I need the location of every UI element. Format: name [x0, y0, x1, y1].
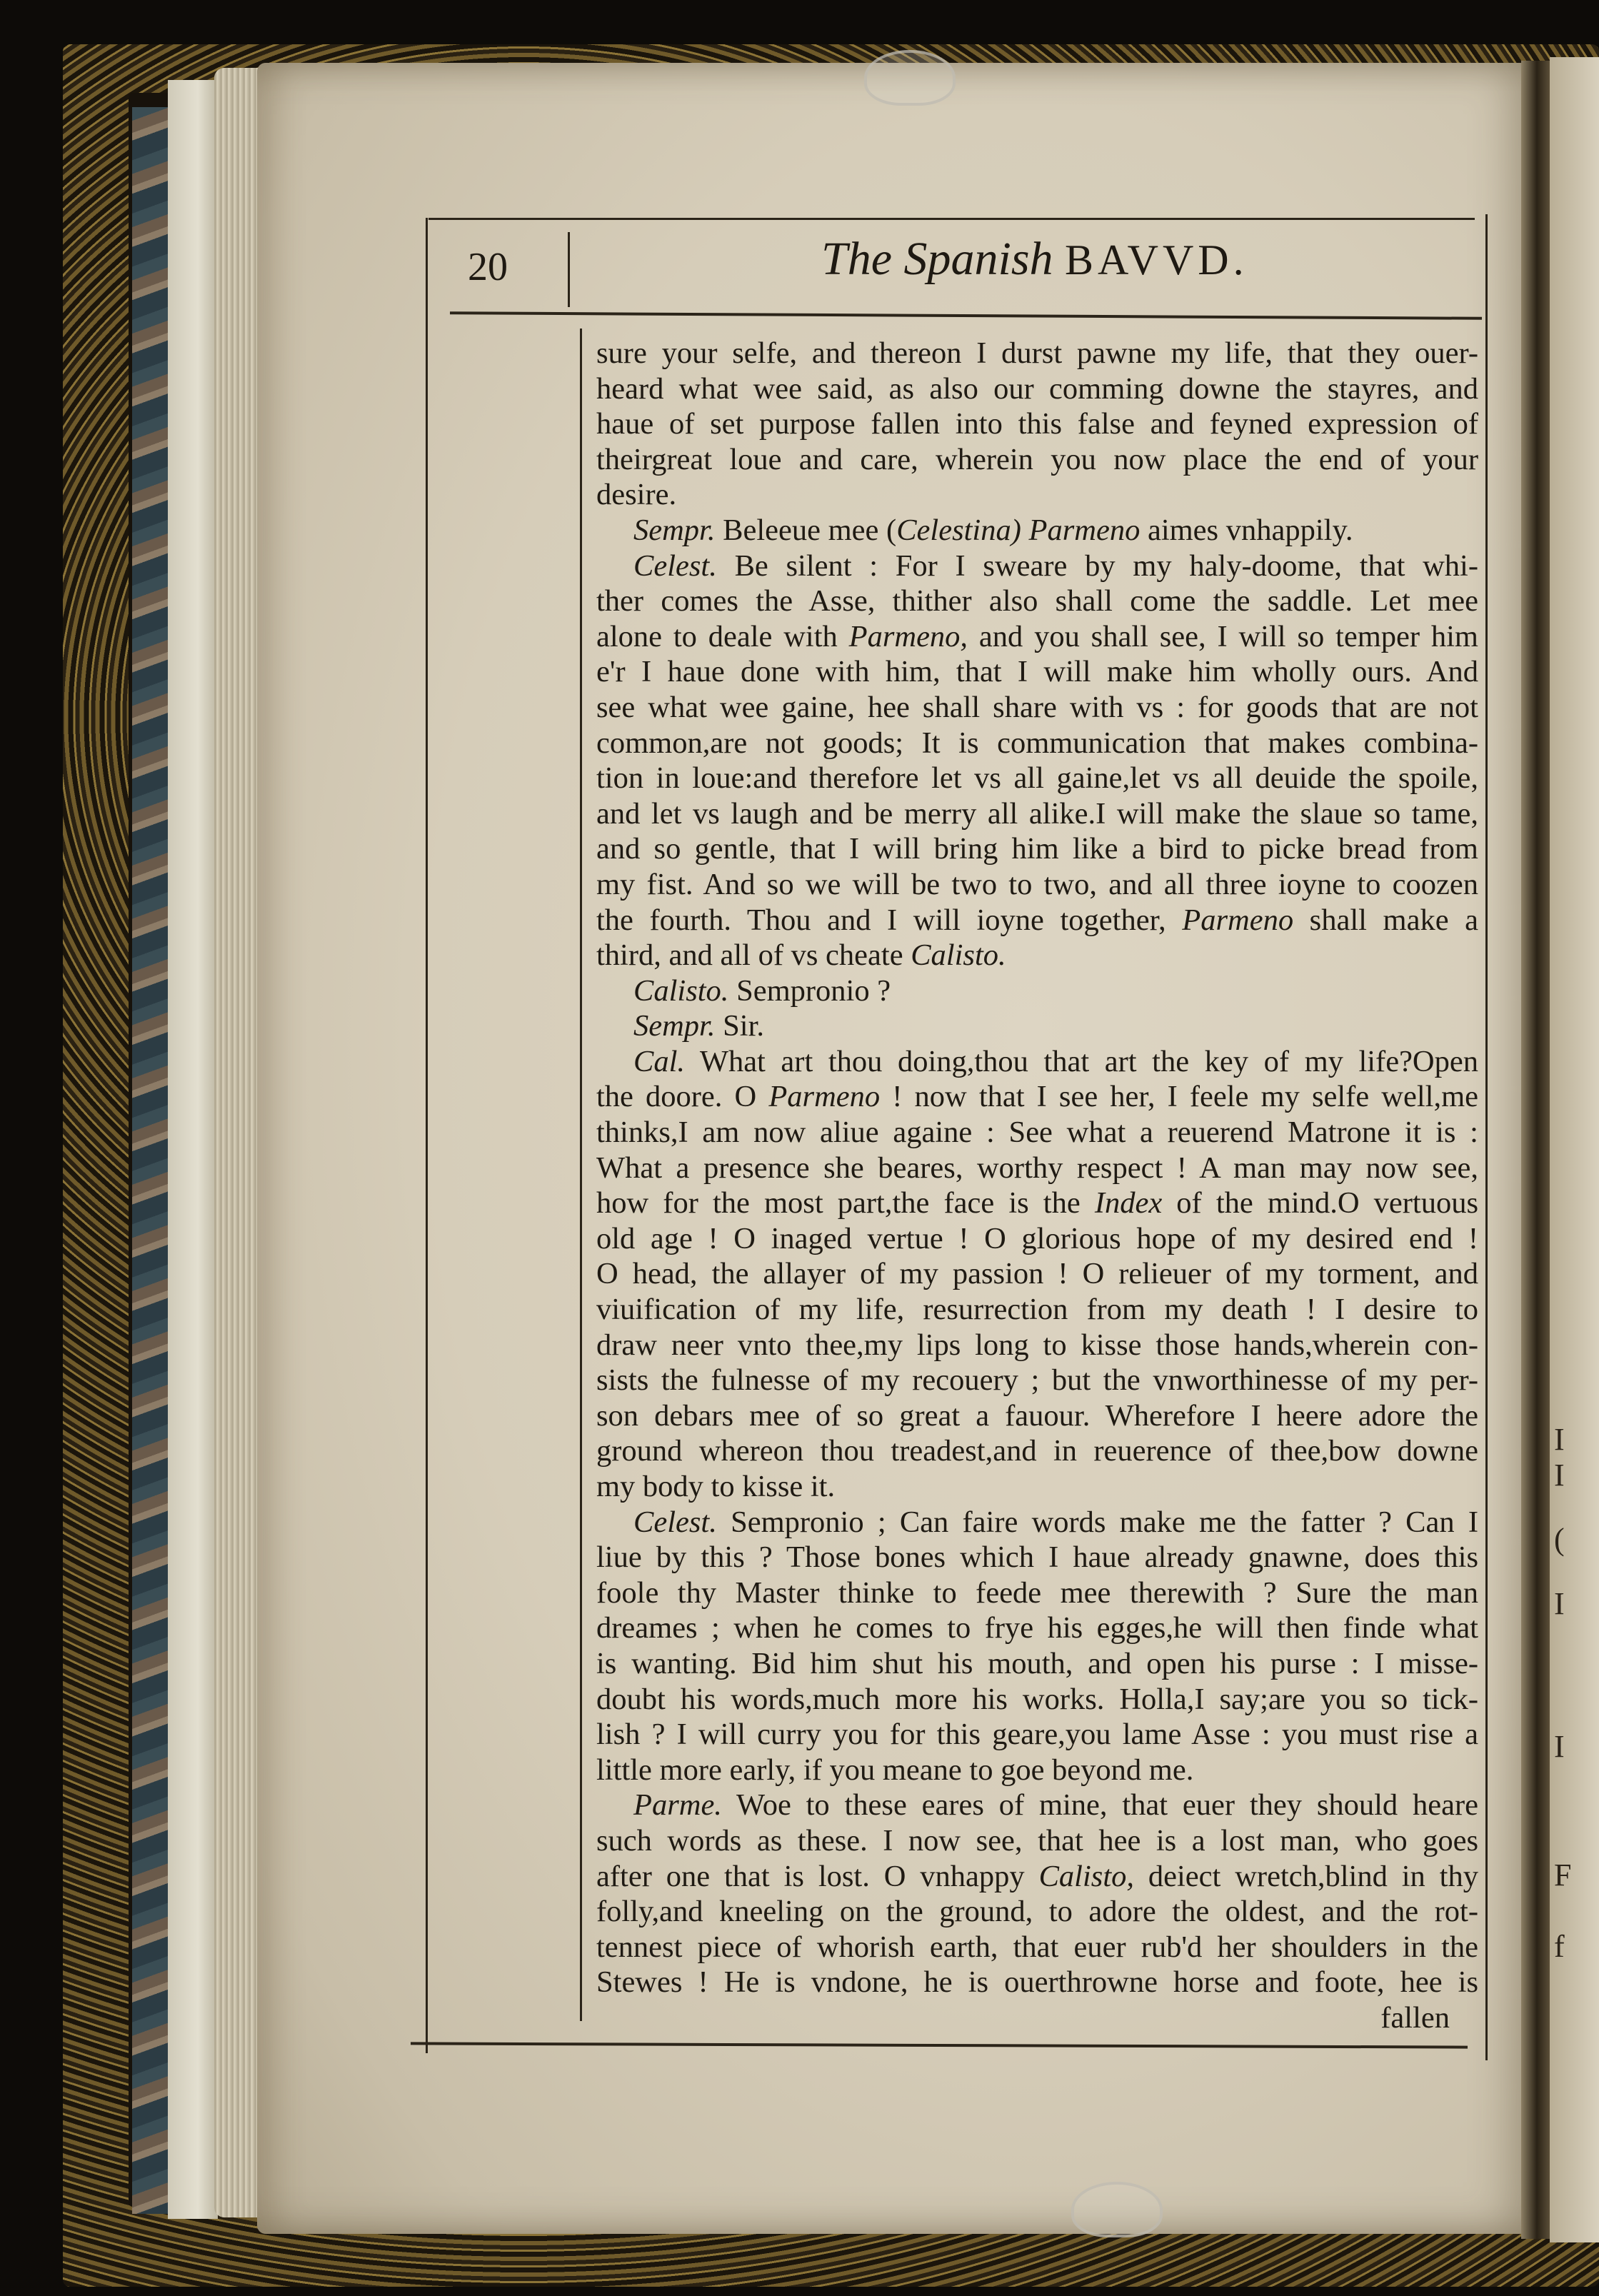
italic-run: Parmeno,	[848, 619, 968, 653]
text-line	[596, 1292, 1478, 1328]
text-line	[596, 1398, 1478, 1434]
text-line	[596, 654, 1478, 690]
italic-run: Calisto,	[1038, 1859, 1134, 1893]
text-run: third, and all of vs cheate	[596, 938, 911, 973]
text-line	[596, 938, 1478, 973]
head-divider	[568, 232, 570, 307]
text-line	[596, 477, 1478, 513]
flyleaf	[168, 80, 218, 2219]
body-text	[596, 336, 1478, 2036]
text-line	[596, 1610, 1478, 1646]
text-run: shall make a	[1293, 903, 1478, 937]
italic-run: Calisto.	[633, 973, 729, 1008]
text-line	[596, 1859, 1478, 1895]
text-run: and let vs laugh and be merry all alike.I will make the slaue so tame,	[596, 796, 1478, 831]
italic-run: Calisto.	[911, 938, 1006, 973]
text-run: thinks,I am now aliue againe : See what a reuerend Matrone it is :	[596, 1116, 1478, 1150]
text-run: how for the most part,the face is the	[596, 1186, 1095, 1220]
left-frame-rule	[426, 218, 428, 2053]
text-line	[596, 1540, 1478, 1575]
facing-page-glyph: (	[1554, 1522, 1565, 1557]
italic-run: Sempr.	[633, 513, 716, 547]
text-run: aimes vnhappily.	[1140, 513, 1353, 547]
text-line	[596, 1717, 1478, 1753]
text-line	[596, 1115, 1478, 1150]
facing-page-edge	[1550, 57, 1599, 2242]
italic-run: Index	[1094, 1186, 1163, 1220]
text-run: after one that is lost. O vnhappy	[596, 1859, 1039, 1893]
italic-run: Sempr.	[633, 1009, 716, 1043]
facing-page-glyph: F	[1554, 1858, 1572, 1893]
text-line	[596, 1894, 1478, 1930]
catchword: fallen	[1380, 2000, 1450, 2035]
text-run: son debars mee of so great a fauour. Wherefore I heere adore the	[596, 1398, 1478, 1433]
facing-page-glyph: I	[1554, 1458, 1565, 1493]
top-clip	[864, 50, 956, 106]
italic-run: Celest.	[633, 548, 717, 583]
text-line	[596, 1079, 1478, 1115]
text-run: draw neer vnto thee,my lips long to kisse those hands,wherein con-	[596, 1328, 1478, 1362]
text-line	[596, 1788, 1478, 1823]
text-run: Sempronio ; Can faire words make me the fatter ? Can I	[716, 1505, 1478, 1539]
text-run: Woe to these eares of mine, that euer they should heare	[721, 1788, 1478, 1823]
bottom-clip	[1071, 2182, 1163, 2237]
text-run: little more early, if you meane to goe beyond me.	[596, 1753, 1194, 1787]
text-line	[596, 1753, 1478, 1788]
text-run: the doore. O	[596, 1080, 769, 1114]
text-run: What a presence she beares, worthy respect ! A man may now see,	[596, 1150, 1478, 1185]
text-line	[596, 690, 1478, 726]
text-line	[596, 1930, 1478, 1965]
text-line	[596, 1433, 1478, 1469]
text-run: haue of set purpose fallen into this false and feyned expression of	[596, 407, 1478, 441]
text-line	[596, 583, 1478, 619]
text-line	[596, 1469, 1478, 1505]
text-run: Sempronio ?	[728, 973, 891, 1008]
text-run: and you shall see, I will so temper him	[968, 619, 1478, 653]
text-line	[596, 1328, 1478, 1363]
text-run	[1021, 513, 1029, 547]
text-line	[596, 1185, 1478, 1221]
text-run: deiect wretch,blind in thy	[1134, 1859, 1478, 1893]
top-frame-rule	[428, 218, 1475, 220]
text-line	[596, 761, 1478, 796]
text-line	[596, 973, 1478, 1009]
text-run: my body to kisse it.	[596, 1470, 836, 1503]
text-run: desire.	[596, 478, 677, 512]
text-run: sure your selfe, and thereon I durst pawne my life, that they ouer-	[596, 336, 1478, 370]
text-line	[596, 1505, 1478, 1540]
text-line	[596, 1823, 1478, 1859]
text-run: see what wee gaine, hee shall share with vs : for goods that are not	[596, 690, 1478, 724]
italic-run: Parme.	[633, 1788, 722, 1823]
text-run: folly,and kneeling on the ground, to adore the oldest, and the rot-	[596, 1895, 1478, 1929]
italic-run: Parmeno	[1182, 903, 1294, 937]
text-run: of the mind.O vertuous	[1162, 1186, 1478, 1220]
text-line	[596, 726, 1478, 761]
italic-run: Parmeno	[768, 1080, 881, 1114]
text-line	[596, 796, 1478, 832]
text-run: old age ! O inaged vertue ! O glorious hope of my desired end !	[596, 1221, 1478, 1255]
text-run: tion in loue:and therefore let vs all gaine,let vs all deuide the spoile,	[596, 761, 1478, 796]
running-head-italic: The Spanish	[821, 233, 1053, 285]
italic-run: Celest.	[633, 1505, 717, 1539]
text-run: ther comes the Asse, thither also shall come the saddle. Let mee	[596, 584, 1478, 618]
text-line	[596, 1965, 1478, 2000]
text-line	[596, 406, 1478, 442]
text-run: common,are not goods; It is communication that makes combina-	[596, 726, 1478, 760]
text-run: viuification of my life, resurrection from my death ! I desire to	[596, 1293, 1478, 1327]
text-run: theirgreat loue and care, wherein you now place the end of your	[596, 442, 1478, 476]
text-line	[596, 1646, 1478, 1682]
text-run: Stewes ! He is vndone, he is ouerthrowne horse and foote, hee is	[596, 1965, 1478, 2000]
text-run: sists the fulnesse of my recouery ; but the vnworthinesse of my per-	[596, 1363, 1478, 1398]
text-line	[596, 1682, 1478, 1718]
facing-page-glyph: I	[1554, 1422, 1565, 1457]
text-run: ground whereon thou treadest,and in reuerence of thee,bow downe	[596, 1434, 1478, 1468]
text-line	[596, 371, 1478, 407]
text-line	[596, 548, 1478, 584]
text-line	[596, 1256, 1478, 1292]
text-line	[596, 831, 1478, 867]
page-number: 20	[468, 245, 508, 289]
text-run: liue by this ? Those bones which I haue already gnawne, does this	[596, 1540, 1478, 1575]
italic-run: Celestina)	[896, 513, 1021, 547]
text-run: heard what wee said, as also our comming downe the stayres, and	[596, 371, 1478, 406]
text-run: tennest piece of whorish earth, that euer rub'd her shoulders in the	[596, 1930, 1478, 1964]
text-run: Sir.	[715, 1009, 765, 1043]
text-line	[596, 1044, 1478, 1080]
text-run: lish ? I will curry you for this geare,you lame Asse : you must rise a	[596, 1718, 1478, 1752]
text-line	[596, 513, 1478, 548]
text-run: e'r I haue done with him, that I will make him wholly ours. And	[596, 655, 1478, 689]
text-run: dreames ; when he comes to frye his egges,he will then finde what	[596, 1611, 1478, 1645]
running-head-caps: BAVVD.	[1065, 236, 1248, 284]
facing-page-glyph: f	[1554, 1929, 1565, 1964]
text-run: alone to deale with	[596, 619, 849, 653]
text-line	[596, 1150, 1478, 1186]
text-run: doubt his words,much more his works. Holla,I say;are you so tick-	[596, 1682, 1478, 1716]
text-line	[596, 619, 1478, 655]
running-head-title	[821, 232, 1248, 286]
text-line	[596, 1363, 1478, 1398]
text-run: O head, the allayer of my passion ! O relieuer of my torment, and	[596, 1257, 1478, 1291]
text-run: Beleeue mee (	[715, 513, 897, 547]
text-run: the fourth. Thou and I will ioyne together,	[596, 903, 1183, 937]
text-line	[596, 867, 1478, 903]
text-run: foole thy Master thinke to feede mee therewith ? Sure the man	[596, 1575, 1478, 1610]
text-line	[596, 1221, 1478, 1257]
text-run: is wanting. Bid him shut his mouth, and open his purse : I misse-	[596, 1646, 1478, 1680]
text-line	[596, 1008, 1478, 1044]
text-line	[596, 903, 1478, 938]
italic-run: Cal.	[633, 1044, 686, 1078]
text-run: Be silent : For I sweare by my haly-doome, that whi-	[716, 548, 1478, 583]
text-run: What art thou doing,thou that art the key of my life?Open	[685, 1044, 1478, 1078]
facing-page-glyph: I	[1554, 1729, 1565, 1764]
facing-page-glyph: I	[1554, 1586, 1565, 1621]
text-run: ! now that I see her, I feele my selfe well,me	[880, 1080, 1478, 1114]
text-run: such words as these. I now see, that hee is a lost man, who goes	[596, 1823, 1478, 1858]
text-run: my fist. And so we will be two to two, and all three ioyne to coozen	[596, 867, 1478, 901]
gutter	[1521, 61, 1550, 2239]
text-line	[596, 336, 1478, 371]
right-frame-rule	[1485, 214, 1488, 2060]
text-run: and so gentle, that I will bring him like a bird to picke bread from	[596, 832, 1478, 866]
text-line	[596, 1575, 1478, 1611]
italic-run: Parmeno	[1028, 513, 1141, 547]
text-line	[596, 442, 1478, 478]
text-column-rule	[580, 329, 582, 2021]
